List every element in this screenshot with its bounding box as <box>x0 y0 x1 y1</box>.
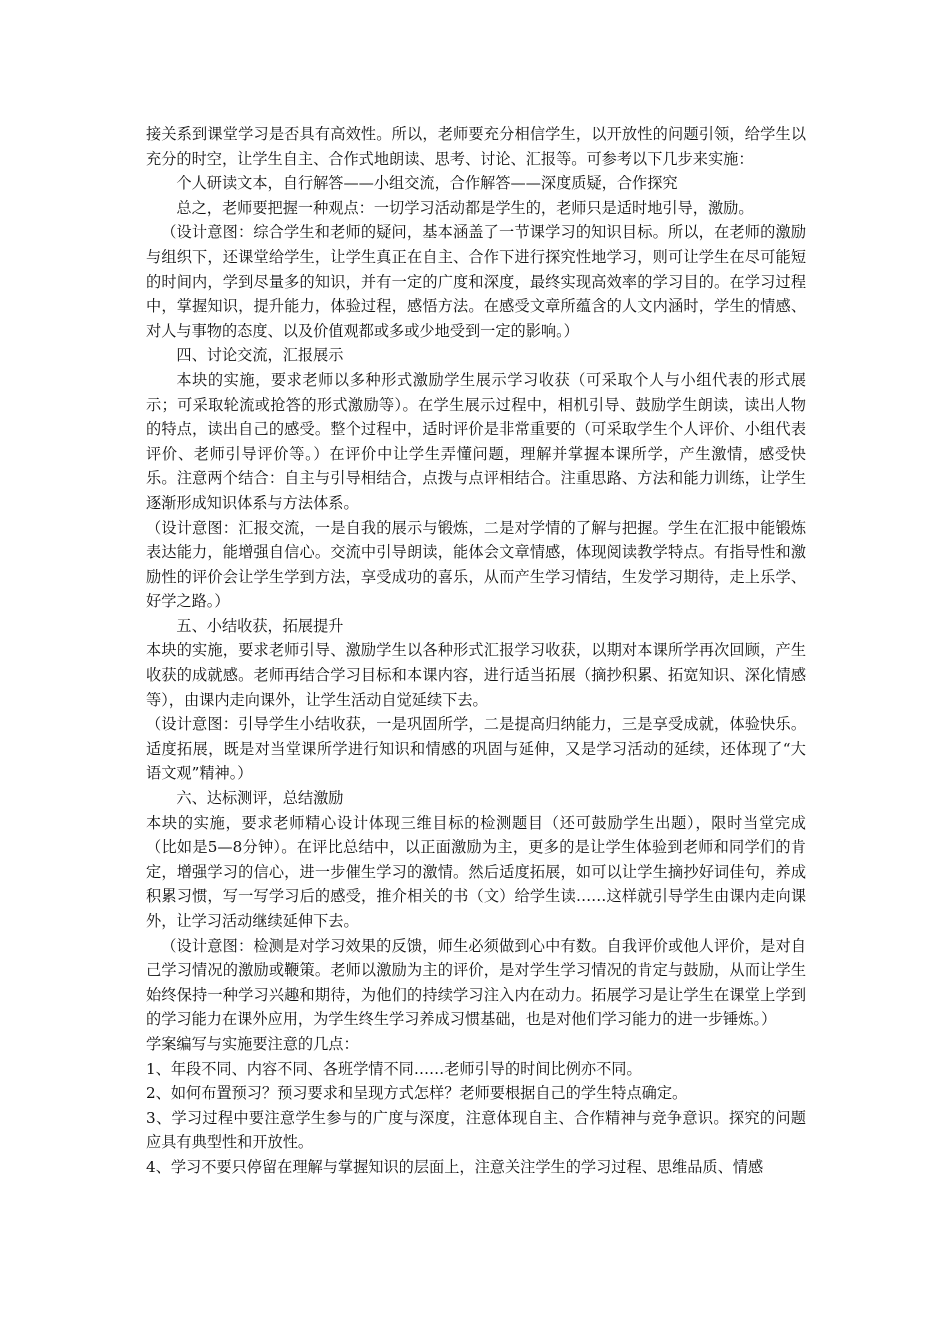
list-item: 1、年段不同、内容不同、各班学情不同……老师引导的时间比例亦不同。 <box>146 1059 642 1078</box>
design-intent-paragraph: （设计意图：引导学生小结收获，一是巩固所学，二是提高归纳能力，三是享受成就，体验快乐。适度拓展，既是对当堂课所学进行知识和情感的巩固与延伸，又是学习活动的延续，还体现了“大语文观”精神。） <box>146 715 806 783</box>
list-item: 4、学习不要只停留在理解与掌握知识的层面上，注意关注学生的学习过程、思维品质、情感 <box>146 1157 764 1176</box>
design-intent-paragraph: （设计意图：汇报交流，一是自我的展示与锻炼，二是对学情的了解与把握。学生在汇报中能锻炼表达能力，能增强自信心。交流中引导朗读，能体会文章情感，体现阅读教学特点。有指导性和激励性的评价会让学生学到方法，享受成功的喜乐，从而产生学习情结，生发学习期待，走上乐学、好学之路。） <box>146 518 806 611</box>
notes-heading: 学案编写与实施要注意的几点： <box>146 1034 359 1053</box>
section-heading: 五、小结收获，拓展提升 <box>176 616 344 635</box>
paragraph: 个人研读文本，自行解答——小组交流，合作解答——深度质疑，合作探究 <box>176 174 678 193</box>
section-heading: 四、讨论交流，汇报展示 <box>176 346 344 365</box>
paragraph: 总之，老师要把握一种观点：一切学习活动都是学生的，老师只是适时地引导，激励。 <box>176 198 754 217</box>
paragraph: 本块的实施，要求老师引导、激励学生以各种形式汇报学习收获，以期对本课所学再次回顾，产生收获的成就感。老师再结合学习目标和本课内容，进行适当拓展（摘抄积累、拓宽知识、深化情感等），由课内走向课外，让学生活动自觉延续下去。 <box>146 641 806 709</box>
design-intent-paragraph: （设计意图：综合学生和老师的疑问，基本涵盖了一节课学习的知识目标。所以，在老师的激励与组织下，还课堂给学生，让学生真正在自主、合作下进行探究性地学习，则可让学生在尽可能短的时间内，学到尽量多的知识，并有一定的广度和深度，最终实现高效率的学习目的。在学习过程中，掌握知识，提升能力，体验过程，感悟方法。在感受文章所蕴含的人文内涵时，学生的情感、对人与事物的态度、以及价值观都或多或少地受到一定的影响。） <box>146 223 806 340</box>
document-page <box>146 122 806 1180</box>
section-heading: 六、达标测评，总结激励 <box>176 789 344 808</box>
list-item: 3、学习过程中要注意学生参与的广度与深度，注意体现自主、合作精神与竞争意识。探究的问题应具有典型性和开放性。 <box>146 1108 806 1152</box>
paragraph: 本块的实施，要求老师精心设计体现三维目标的检测题目（还可鼓励学生出题），限时当堂完成（比如是5—8分钟）。在评比总结中，以正面激励为主，更多的是让学生体验到老师和同学们的肯定，增强学习的信心，进一步催生学习的激情。然后适度拓展，如可以让学生摘抄好词佳句，养成积累习惯，写一写学习后的感受，推介相关的书（文）给学生读……这样就引导学生由课内走向课外，让学习活动继续延伸下去。 <box>146 813 806 930</box>
design-intent-paragraph: （设计意图：检测是对学习效果的反馈，师生必须做到心中有数。自我评价或他人评价，是对自己学习情况的激励或鞭策。老师以激励为主的评价，是对学生学习情况的肯定与鼓励，从而让学生始终保持一种学习兴趣和期待，为他们的持续学习注入内在动力。拓展学习是让学生在课堂上学到的学习能力在课外应用，为学生终生学习养成习惯基础，也是对他们学习能力的进一步锤炼。） <box>146 936 806 1029</box>
paragraph: 接关系到课堂学习是否具有高效性。所以，老师要充分相信学生，以开放性的问题引领，给学生以充分的时空，让学生自主、合作式地朗读、思考、讨论、汇报等。可参考以下几步来实施： <box>146 125 806 168</box>
paragraph: 本块的实施，要求老师以多种形式激励学生展示学习收获（可采取个人与小组代表的形式展示；可采取轮流或抢答的形式激励等）。在学生展示过程中，相机引导、鼓励学生朗读，读出人物的特点，读出自己的感受。整个过程中，适时评价是非常重要的（可采取学生个人评价、小组代表评价、老师引导评价等。）在评价中让学生弄懂问题，理解并掌握本课所学，产生激情，感受快乐。注意两个结合：自主与引导相结合，点拨与点评相结合。注重思路、方法和能力训练，让学生逐渐形成知识体系与方法体系。 <box>146 370 806 512</box>
list-item: 2、如何布置预习？预习要求和呈现方式怎样？老师要根据自己的学生特点确定。 <box>146 1084 688 1103</box>
